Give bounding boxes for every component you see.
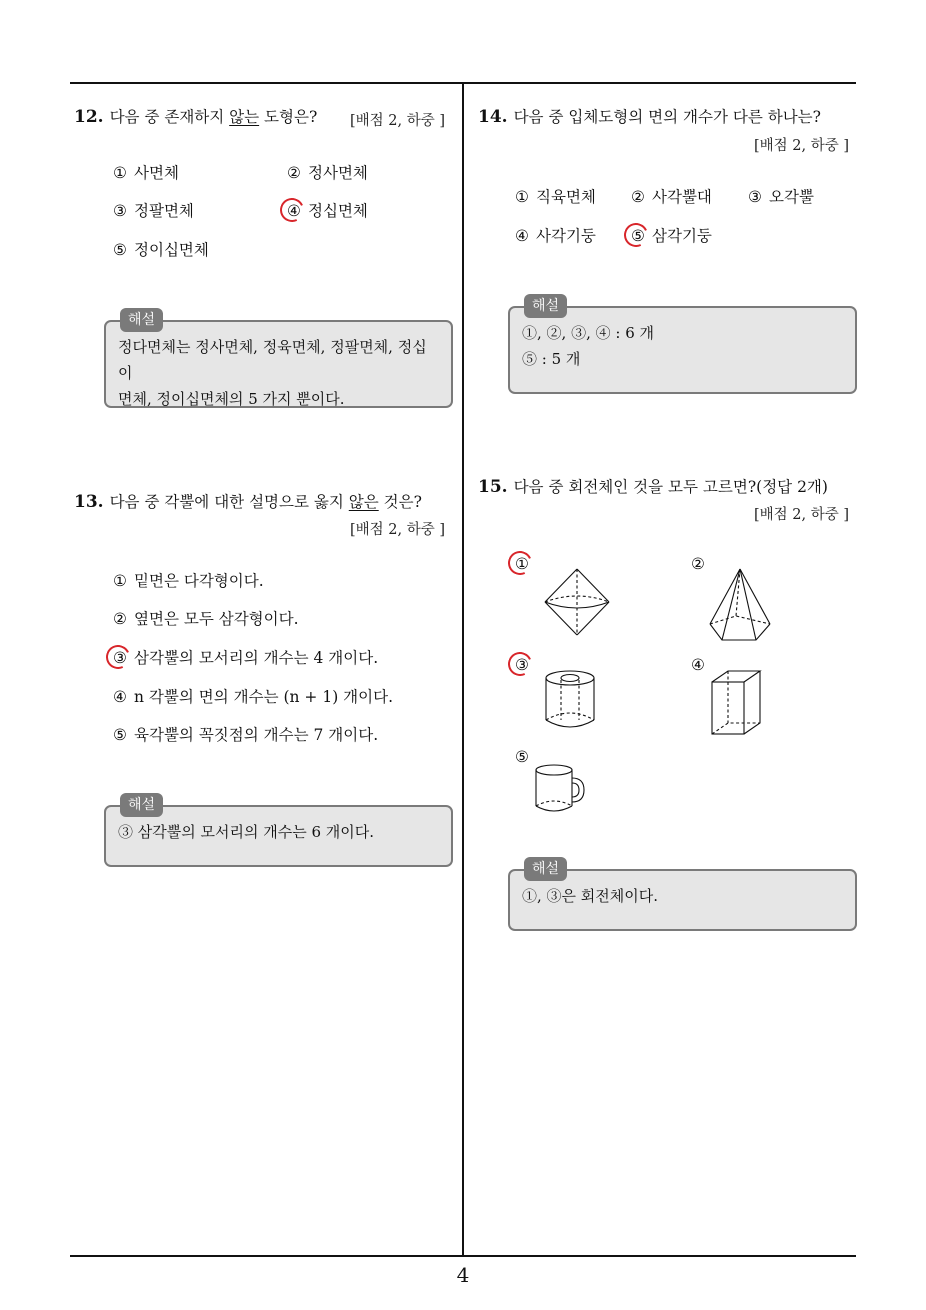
option-label: n 각뿔의 면의 개수는 (n + 1) 개이다. [134, 688, 394, 706]
option-label: 밑면은 다각형이다. [134, 572, 264, 590]
option-label: 옆면은 모두 삼각형이다. [134, 610, 299, 628]
q13-option-2[interactable] [110, 607, 299, 629]
option-mark: ① [113, 572, 127, 590]
question-number: 15. [478, 477, 508, 497]
option-mark: ① [515, 188, 529, 206]
q14-option-5[interactable] [628, 224, 712, 246]
red-circle-mark [103, 642, 134, 673]
hollow-cylinder-figure [542, 668, 598, 732]
option-label: 오각뿔 [769, 188, 814, 206]
q15-figure-1-label[interactable] [512, 555, 536, 573]
option-mark: ② [631, 188, 645, 206]
option-mark: ② [287, 164, 301, 182]
q12-option-5[interactable] [110, 238, 209, 260]
q12-option-1[interactable] [110, 161, 179, 183]
option-label: 정사면체 [308, 164, 368, 182]
question-12-title [74, 106, 317, 128]
page-number: 4 [456, 1263, 470, 1287]
explanation-line: ①, ③은 회전체이다. [522, 887, 659, 905]
red-circle-mark [277, 195, 308, 226]
column-divider [462, 82, 464, 1257]
option-mark-selected [512, 555, 532, 573]
rectangular-prism-figure [708, 668, 764, 738]
option-mark: ② [691, 555, 705, 573]
question-13-title [74, 491, 422, 513]
question-text: 다음 중 각뿔에 대한 설명으로 옳지 [109, 493, 349, 511]
double-cone-figure [540, 566, 614, 638]
option-label: 정이십면체 [134, 241, 209, 259]
explanation-line: ①, ②, ③, ④ : 6 개 [522, 324, 655, 342]
q14-option-3[interactable] [745, 185, 814, 207]
q12-option-3[interactable] [110, 199, 194, 221]
option-mark: ⑤ [113, 726, 127, 744]
option-mark-text: ③ [113, 649, 127, 667]
explanation-line: ⑤ : 5 개 [522, 350, 581, 368]
question-15-score: [배점 2, 하중 ] [754, 507, 850, 523]
q13-explanation-box [104, 797, 453, 867]
option-label: 직육면체 [536, 188, 596, 206]
option-mark: ④ [691, 656, 705, 674]
explanation-tag: 해설 [524, 294, 567, 318]
option-mark-selected [512, 656, 532, 674]
q14-explanation-box [508, 298, 857, 394]
option-mark-selected [110, 649, 130, 667]
option-label: 사각뿔대 [652, 188, 712, 206]
question-15 [478, 476, 828, 498]
option-mark-text: ③ [515, 656, 529, 674]
q15-figure-3-label[interactable] [512, 656, 536, 674]
question-13-score: [배점 2, 하중 ] [350, 522, 446, 538]
q13-option-1[interactable] [110, 569, 264, 591]
red-circle-mark [621, 220, 652, 251]
option-mark-text: ④ [287, 202, 301, 220]
option-mark-selected [628, 227, 648, 245]
question-text: 다음 중 입체도형의 면의 개수가 다른 하나는? [513, 108, 821, 126]
question-text-end: 도형은? [259, 108, 318, 126]
question-text: 다음 중 회전체인 것을 모두 고르면?(정답 2개) [513, 478, 828, 496]
question-number: 13. [74, 492, 104, 512]
option-label: 사각기둥 [536, 227, 596, 245]
question-15-title [478, 476, 828, 498]
explanation-line: ③ 삼각뿔의 모서리의 개수는 6 개이다. [118, 823, 375, 841]
option-mark: ③ [748, 188, 762, 206]
question-number: 14. [478, 107, 508, 127]
option-mark: ⑤ [515, 748, 529, 766]
question-14 [478, 106, 821, 128]
q14-option-1[interactable] [512, 185, 596, 207]
question-13 [74, 491, 422, 513]
option-mark: ④ [113, 688, 127, 706]
option-mark-selected [284, 202, 304, 220]
underlined-text: 않은 [348, 493, 379, 511]
option-label: 육각뿔의 꼭짓점의 개수는 7 개이다. [134, 726, 379, 744]
bottom-rule [70, 1255, 856, 1257]
option-mark-text: ① [515, 555, 529, 573]
explanation-tag: 해설 [120, 308, 163, 332]
option-label: 삼각뿔의 모서리의 개수는 4 개이다. [134, 649, 379, 667]
pentagonal-pyramid-figure [706, 566, 774, 644]
red-circle-mark [505, 649, 536, 680]
option-label: 정팔면체 [134, 202, 194, 220]
red-circle-mark [505, 548, 536, 579]
explanation-tag: 해설 [120, 793, 163, 817]
q12-option-2[interactable] [284, 161, 368, 183]
question-text: 다음 중 존재하지 [109, 108, 230, 126]
option-mark-text: ⑤ [631, 227, 645, 245]
q12-option-4[interactable] [284, 199, 368, 221]
explanation-line: 정다면체는 정사면체, 정육면체, 정팔면체, 정십이 [118, 338, 427, 382]
option-mark: ① [113, 164, 127, 182]
question-text-end: 것은? [378, 493, 422, 511]
option-mark: ② [113, 610, 127, 628]
question-number: 12. [74, 107, 104, 127]
option-mark: ③ [113, 202, 127, 220]
question-12-score: [배점 2, 하중 ] [350, 113, 446, 129]
option-mark: ⑤ [113, 241, 127, 259]
option-label: 삼각기둥 [652, 227, 712, 245]
q14-option-4[interactable] [512, 224, 596, 246]
question-14-score: [배점 2, 하중 ] [754, 138, 850, 154]
q15-explanation-box [508, 861, 857, 931]
explanation-tag: 해설 [524, 857, 567, 881]
question-14-title [478, 106, 821, 128]
q13-option-5[interactable] [110, 723, 378, 745]
option-label: 사면체 [134, 164, 179, 182]
q14-option-2[interactable] [628, 185, 712, 207]
q15-figure-5-label[interactable] [512, 748, 536, 766]
underlined-text: 않는 [229, 108, 260, 126]
explanation-line: 면체, 정이십면체의 5 가지 뿐이다. [118, 390, 345, 408]
option-mark: ④ [515, 227, 529, 245]
q12-explanation-box [104, 312, 453, 408]
question-12 [74, 106, 317, 128]
q13-option-4[interactable] [110, 685, 393, 707]
q13-option-3[interactable] [110, 646, 378, 668]
mug-figure [534, 762, 588, 814]
option-label: 정십면체 [308, 202, 368, 220]
